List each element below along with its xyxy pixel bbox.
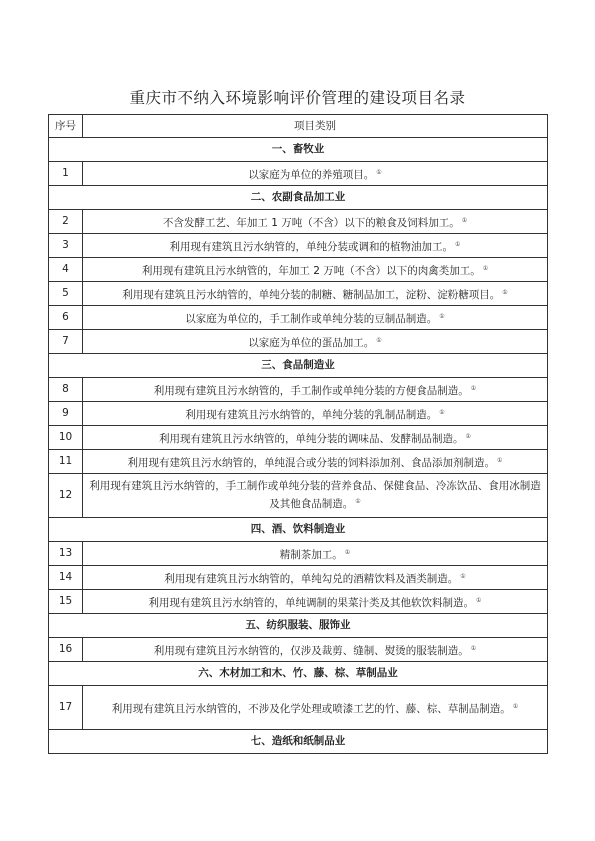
footnote-marker: ① <box>455 240 461 248</box>
section-header-row <box>49 518 548 542</box>
row-description-cell <box>83 282 548 306</box>
table-row <box>49 330 548 354</box>
table-row <box>49 474 548 518</box>
row-serial-number: 2 <box>49 210 83 234</box>
row-serial-number: 8 <box>49 378 83 402</box>
section-title: 五、纺织服装、服饰业 <box>49 614 548 638</box>
row-description: 利用现有建筑且污水纳管的，单纯分装的乳制品制造。 <box>185 408 438 421</box>
row-serial-number: 14 <box>49 566 83 590</box>
section-title: 七、造纸和纸制品业 <box>49 730 548 754</box>
section-title: 六、木材加工和木、竹、藤、棕、草制品业 <box>49 662 548 686</box>
table-row <box>49 542 548 566</box>
footnote-marker: ① <box>470 384 477 392</box>
project-list-table <box>48 114 548 754</box>
table-row <box>49 686 548 730</box>
row-serial-number: 1 <box>49 162 83 186</box>
footnote-marker: ① <box>470 644 477 652</box>
row-serial-number: 16 <box>49 638 83 662</box>
section-title: 四、酒、饮料制造业 <box>49 518 548 542</box>
table-row <box>49 590 548 614</box>
section-title: 三、食品制造业 <box>49 354 548 378</box>
footnote-marker: ① <box>439 312 445 320</box>
row-description-cell <box>83 450 548 474</box>
table-row <box>49 402 548 426</box>
header-project-category: 项目类别 <box>83 115 548 138</box>
section-header-row <box>49 614 548 638</box>
table-row <box>49 282 548 306</box>
table-row <box>49 306 548 330</box>
section-header-row <box>49 138 548 162</box>
section-header-row <box>49 730 548 754</box>
table-row <box>49 378 548 402</box>
footnote-marker: ① <box>376 336 382 344</box>
table-row <box>49 566 548 590</box>
row-description: 利用现有建筑且污水纳管的，单纯分装或调和的植物油加工。 <box>169 240 454 253</box>
table-header-row <box>49 115 548 138</box>
footnote-marker: ① <box>497 456 503 464</box>
row-serial-number: 17 <box>49 686 83 730</box>
row-description: 精制茶加工。 <box>279 548 343 561</box>
row-description-cell <box>83 210 548 234</box>
row-description: 利用现有建筑且污水纳管的，单纯混合或分装的饲料添加剂、食品添加剂制造。 <box>127 456 496 469</box>
row-description: 利用现有建筑且污水纳管的，仅涉及裁剪、缝制、熨烫的服装制造。 <box>153 644 469 657</box>
footnote-marker: ① <box>476 596 482 604</box>
row-description-cell <box>83 686 548 730</box>
footnote-marker: ① <box>376 168 382 176</box>
row-description-cell <box>83 330 548 354</box>
section-header-row <box>49 354 548 378</box>
row-description: 以家庭为单位的蛋品加工。 <box>248 336 375 349</box>
row-description-cell <box>83 258 548 282</box>
row-description: 利用现有建筑且污水纳管的，单纯分装的制糖、糖制品加工，淀粉、淀粉糖项目。 <box>122 288 501 301</box>
row-description-cell <box>83 378 548 402</box>
row-serial-number: 4 <box>49 258 83 282</box>
row-serial-number: 6 <box>49 306 83 330</box>
row-serial-number: 15 <box>49 590 83 614</box>
footnote-marker: ① <box>502 288 508 296</box>
footnote-marker: ① <box>465 432 471 440</box>
table-row <box>49 258 548 282</box>
section-title: 一、畜牧业 <box>49 138 548 162</box>
row-serial-number: 10 <box>49 426 83 450</box>
row-description-cell <box>83 162 548 186</box>
row-serial-number: 7 <box>49 330 83 354</box>
row-description-cell <box>83 402 548 426</box>
section-title: 二、农副食品加工业 <box>49 186 548 210</box>
row-description: 以家庭为单位的养殖项目。 <box>248 168 375 181</box>
table-row <box>49 450 548 474</box>
footnote-marker: ① <box>461 216 468 224</box>
row-description-cell <box>83 566 548 590</box>
table-row <box>49 426 548 450</box>
section-header-row <box>49 186 548 210</box>
row-description-cell <box>83 306 548 330</box>
row-description-cell <box>83 474 548 518</box>
section-header-row <box>49 662 548 686</box>
row-description: 利用现有建筑且污水纳管的，单纯分装的调味品、发酵制品制造。 <box>159 432 464 445</box>
row-serial-number: 3 <box>49 234 83 258</box>
row-description: 利用现有建筑且污水纳管的，单纯调制的果菜汁类及其他软饮料制造。 <box>148 596 475 609</box>
header-serial-number: 序号 <box>49 115 83 138</box>
row-description-cell <box>83 542 548 566</box>
table-row <box>49 234 548 258</box>
row-serial-number: 5 <box>49 282 83 306</box>
footnote-marker: ① <box>439 408 445 416</box>
page-title: 重庆市不纳入环境影响评价管理的建设项目名录 <box>129 89 466 107</box>
table-row <box>49 162 548 186</box>
row-serial-number: 9 <box>49 402 83 426</box>
row-description: 不含发酵工艺、年加工 1 万吨（不含）以下的粮食及饲料加工。 <box>162 216 460 229</box>
footnote-marker: ① <box>512 702 519 710</box>
table-row <box>49 210 548 234</box>
footnote-marker: ① <box>344 548 351 556</box>
row-description: 利用现有建筑且污水纳管的，手工制作或单纯分装的营养食品、保健食品、冷冻饮品、食用冰制造及其他食品制造。 <box>89 480 541 510</box>
row-serial-number: 11 <box>49 450 83 474</box>
row-serial-number: 12 <box>49 474 83 518</box>
row-description-cell <box>83 234 548 258</box>
row-description-cell <box>83 590 548 614</box>
table-row <box>49 638 548 662</box>
footnote-marker: ① <box>482 264 489 272</box>
row-description: 利用现有建筑且污水纳管的，年加工 2 万吨（不含）以下的肉禽类加工。 <box>141 264 481 277</box>
row-serial-number: 13 <box>49 542 83 566</box>
row-description: 利用现有建筑且污水纳管的，单纯勾兑的酒精饮料及酒类制造。 <box>164 572 459 585</box>
footnote-marker: ① <box>355 498 361 505</box>
row-description-cell <box>83 426 548 450</box>
row-description-cell <box>83 638 548 662</box>
row-description: 利用现有建筑且污水纳管的，手工制作或单纯分装的方便食品制造。 <box>153 384 469 397</box>
footnote-marker: ① <box>460 572 466 580</box>
row-description: 利用现有建筑且污水纳管的，不涉及化学处理或喷漆工艺的竹、藤、棕、草制品制造。 <box>111 702 511 715</box>
row-description: 以家庭为单位的，手工制作或单纯分装的豆制品制造。 <box>185 312 438 325</box>
